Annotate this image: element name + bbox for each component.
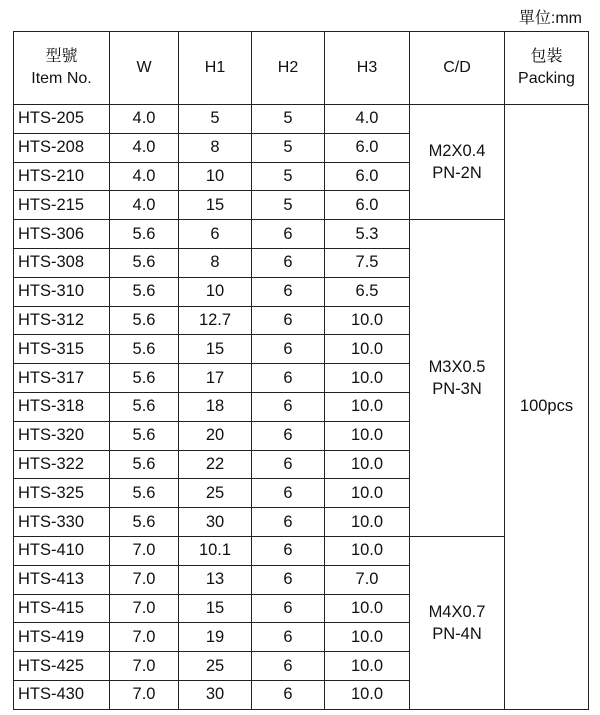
h3-cell: 6.5: [325, 277, 410, 306]
w-cell: 7.0: [110, 594, 179, 623]
header-w: W: [110, 32, 179, 105]
h1-cell: 15: [179, 191, 252, 220]
h2-cell: 6: [252, 479, 325, 508]
item-cell: HTS-430: [14, 680, 110, 709]
h1-cell: 10.1: [179, 536, 252, 565]
item-cell: HTS-208: [14, 133, 110, 162]
header-packing-en: Packing: [518, 70, 575, 87]
h1-cell: 5: [179, 105, 252, 134]
header-packing-cn: 包裝: [530, 48, 563, 65]
cd-thread-size: M3X0.5: [428, 358, 486, 377]
h1-cell: 8: [179, 248, 252, 277]
item-cell: HTS-215: [14, 191, 110, 220]
h2-cell: 6: [252, 680, 325, 709]
h3-cell: 6.0: [325, 162, 410, 191]
w-cell: 4.0: [110, 191, 179, 220]
header-item: [14, 32, 110, 105]
item-cell: HTS-419: [14, 623, 110, 652]
h2-cell: 6: [252, 306, 325, 335]
item-cell: HTS-425: [14, 652, 110, 681]
packing-cell: 100pcs: [505, 105, 589, 710]
unit-label: 單位:mm: [518, 10, 582, 27]
cd-part-number: PN-4N: [432, 624, 482, 643]
spec-table: [13, 31, 589, 710]
h3-cell: 6.0: [325, 191, 410, 220]
w-cell: 4.0: [110, 105, 179, 134]
item-cell: HTS-325: [14, 479, 110, 508]
h2-cell: 6: [252, 536, 325, 565]
table-row: [14, 220, 589, 249]
h3-cell: 10.0: [325, 594, 410, 623]
h2-cell: 6: [252, 248, 325, 277]
item-cell: HTS-310: [14, 277, 110, 306]
h1-cell: 22: [179, 450, 252, 479]
w-cell: 7.0: [110, 652, 179, 681]
h3-cell: 10.0: [325, 450, 410, 479]
w-cell: 7.0: [110, 536, 179, 565]
item-cell: HTS-210: [14, 162, 110, 191]
h1-cell: 10: [179, 162, 252, 191]
h2-cell: 6: [252, 335, 325, 364]
w-cell: 4.0: [110, 162, 179, 191]
h3-cell: 10.0: [325, 364, 410, 393]
h1-cell: 19: [179, 623, 252, 652]
cd-thread-size: M2X0.4: [428, 142, 486, 161]
item-cell: HTS-312: [14, 306, 110, 335]
w-cell: 5.6: [110, 479, 179, 508]
w-cell: 5.6: [110, 277, 179, 306]
h3-cell: 10.0: [325, 392, 410, 421]
header-row: [14, 32, 589, 105]
h3-cell: 10.0: [325, 652, 410, 681]
h2-cell: 5: [252, 133, 325, 162]
h1-cell: 13: [179, 565, 252, 594]
cd-group-cell: [410, 536, 505, 709]
h2-cell: 6: [252, 623, 325, 652]
cd-group-cell: [410, 105, 505, 220]
w-cell: 7.0: [110, 565, 179, 594]
item-cell: HTS-205: [14, 105, 110, 134]
item-cell: HTS-330: [14, 508, 110, 537]
h1-cell: 12.7: [179, 306, 252, 335]
h2-cell: 6: [252, 450, 325, 479]
header-h2: H2: [252, 32, 325, 105]
table-body: [14, 105, 589, 710]
h3-cell: 10.0: [325, 623, 410, 652]
item-cell: HTS-308: [14, 248, 110, 277]
h1-cell: 25: [179, 479, 252, 508]
item-cell: HTS-413: [14, 565, 110, 594]
w-cell: 5.6: [110, 392, 179, 421]
table-row: [14, 536, 589, 565]
w-cell: 4.0: [110, 133, 179, 162]
w-cell: 5.6: [110, 508, 179, 537]
w-cell: 7.0: [110, 680, 179, 709]
h1-cell: 18: [179, 392, 252, 421]
h3-cell: 5.3: [325, 220, 410, 249]
item-cell: HTS-306: [14, 220, 110, 249]
h1-cell: 20: [179, 421, 252, 450]
item-cell: HTS-410: [14, 536, 110, 565]
w-cell: 5.6: [110, 450, 179, 479]
h1-cell: 25: [179, 652, 252, 681]
h1-cell: 8: [179, 133, 252, 162]
w-cell: 5.6: [110, 335, 179, 364]
h2-cell: 6: [252, 565, 325, 594]
item-cell: HTS-315: [14, 335, 110, 364]
cd-part-number: PN-3N: [432, 380, 482, 399]
h3-cell: 10.0: [325, 508, 410, 537]
h2-cell: 6: [252, 421, 325, 450]
w-cell: 5.6: [110, 220, 179, 249]
h2-cell: 5: [252, 105, 325, 134]
cd-part-number: PN-2N: [432, 164, 482, 183]
h3-cell: 7.0: [325, 565, 410, 594]
h3-cell: 10.0: [325, 421, 410, 450]
h1-cell: 6: [179, 220, 252, 249]
header-h1: H1: [179, 32, 252, 105]
h3-cell: 10.0: [325, 479, 410, 508]
item-cell: HTS-317: [14, 364, 110, 393]
h3-cell: 7.5: [325, 248, 410, 277]
h2-cell: 6: [252, 277, 325, 306]
h1-cell: 30: [179, 680, 252, 709]
h3-cell: 6.0: [325, 133, 410, 162]
w-cell: 5.6: [110, 364, 179, 393]
header-item-cn: 型號: [45, 48, 78, 65]
cd-group-cell: [410, 220, 505, 537]
h2-cell: 5: [252, 191, 325, 220]
h2-cell: 6: [252, 220, 325, 249]
h1-cell: 17: [179, 364, 252, 393]
item-cell: HTS-415: [14, 594, 110, 623]
table-row: [14, 105, 589, 134]
h2-cell: 6: [252, 392, 325, 421]
h3-cell: 10.0: [325, 536, 410, 565]
h1-cell: 30: [179, 508, 252, 537]
h1-cell: 15: [179, 594, 252, 623]
h1-cell: 10: [179, 277, 252, 306]
w-cell: 5.6: [110, 306, 179, 335]
h2-cell: 6: [252, 508, 325, 537]
h2-cell: 6: [252, 652, 325, 681]
item-cell: HTS-320: [14, 421, 110, 450]
header-packing: [505, 32, 589, 105]
w-cell: 7.0: [110, 623, 179, 652]
h2-cell: 6: [252, 594, 325, 623]
h3-cell: 10.0: [325, 306, 410, 335]
h3-cell: 10.0: [325, 335, 410, 364]
header-cd: C/D: [410, 32, 505, 105]
h1-cell: 15: [179, 335, 252, 364]
header-item-en: Item No.: [31, 70, 92, 87]
cd-thread-size: M4X0.7: [428, 602, 486, 621]
h3-cell: 4.0: [325, 105, 410, 134]
h3-cell: 10.0: [325, 680, 410, 709]
h2-cell: 5: [252, 162, 325, 191]
h2-cell: 6: [252, 364, 325, 393]
item-cell: HTS-318: [14, 392, 110, 421]
w-cell: 5.6: [110, 421, 179, 450]
item-cell: HTS-322: [14, 450, 110, 479]
header-h3: H3: [325, 32, 410, 105]
w-cell: 5.6: [110, 248, 179, 277]
